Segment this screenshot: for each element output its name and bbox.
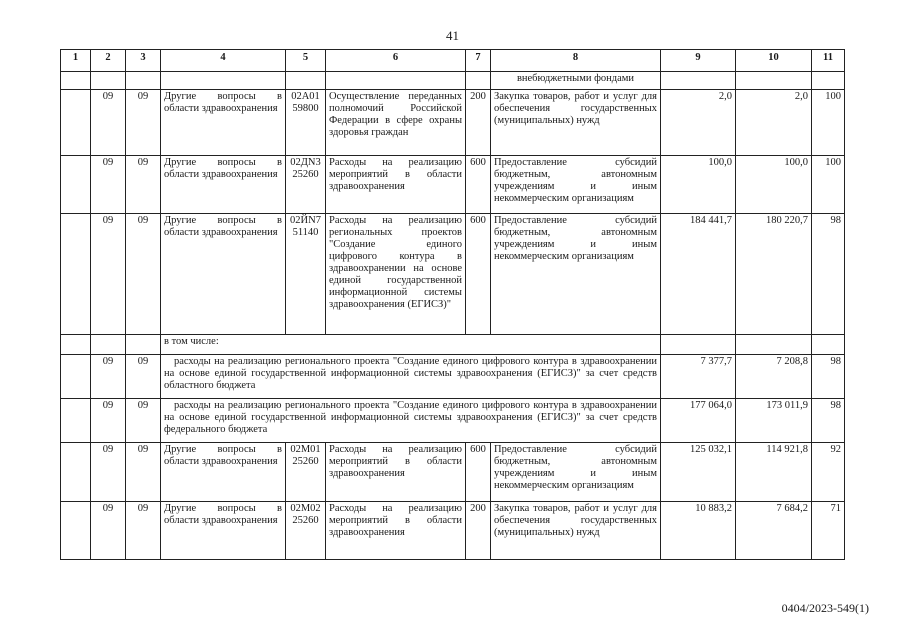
- cell-empty: [61, 90, 91, 156]
- expense-type-cell: Закупка товаров, работ и услуг для обеспечения государственных (муниципальных) нужд: [491, 502, 661, 560]
- header-col-11: 11: [812, 50, 845, 72]
- cell-empty: [812, 72, 845, 90]
- cell-empty: [61, 443, 91, 502]
- table-row: [61, 90, 845, 156]
- header-col-8: 8: [491, 50, 661, 72]
- expense-code-cell: 600: [466, 156, 491, 214]
- expense-type-cell: Предоставление субсидий бюджетным, автономным учреждениям и иным некоммерческим организациям: [491, 156, 661, 214]
- plan-amount-cell: 2,0: [661, 90, 736, 156]
- subitem-description-cell: расходы на реализацию регионального проекта "Создание единого цифрового контура в здравоохранении на основе единой государственной информационной системы здравоохранения (ЕГИСЗ)" за счет средств областного бюджета: [161, 355, 661, 399]
- plan-amount-cell: 177 064,0: [661, 399, 736, 443]
- actual-amount-cell: 180 220,7: [736, 214, 812, 335]
- cell-empty: [61, 502, 91, 560]
- section-cell: 09: [91, 90, 126, 156]
- header-col-9: 9: [661, 50, 736, 72]
- plan-amount-cell: 100,0: [661, 156, 736, 214]
- cell-empty: [61, 355, 91, 399]
- percent-cell: 98: [812, 214, 845, 335]
- expense-type-cell: Предоставление субсидий бюджетным, автономным учреждениям и иным некоммерческим организациям: [491, 443, 661, 502]
- budget-table: [60, 49, 845, 560]
- section-name-cell: Другие вопросы в области здравоохранения: [161, 214, 286, 335]
- table-row: [61, 443, 845, 502]
- plan-amount-cell: 125 032,1: [661, 443, 736, 502]
- plan-amount-cell: 184 441,7: [661, 214, 736, 335]
- actual-amount-cell: 2,0: [736, 90, 812, 156]
- plan-amount-cell: 10 883,2: [661, 502, 736, 560]
- plan-amount-cell: 7 377,7: [661, 355, 736, 399]
- section-cell: 09: [91, 156, 126, 214]
- table-row: [61, 156, 845, 214]
- percent-cell: 98: [812, 355, 845, 399]
- actual-amount-cell: 7 208,8: [736, 355, 812, 399]
- cell-empty: [61, 156, 91, 214]
- cell-empty: [91, 335, 126, 355]
- header-col-10: 10: [736, 50, 812, 72]
- cell-empty: [91, 72, 126, 90]
- cell-empty: [661, 335, 736, 355]
- cell-empty: [736, 72, 812, 90]
- cell-empty: [61, 214, 91, 335]
- article-name-cell: Расходы на реализацию региональных проектов "Создание единого цифрового контура в здравоохранении на основе единой государственной информационной системы здравоохранения (ЕГИСЗ)": [326, 214, 466, 335]
- article-name-cell: Расходы на реализацию мероприятий в области здравоохранения: [326, 156, 466, 214]
- subsection-cell: 09: [126, 90, 161, 156]
- header-col-1: 1: [61, 50, 91, 72]
- cell-empty: [812, 335, 845, 355]
- section-name-cell: Другие вопросы в области здравоохранения: [161, 502, 286, 560]
- section-name-cell: Другие вопросы в области здравоохранения: [161, 156, 286, 214]
- percent-cell: 100: [812, 156, 845, 214]
- table-row: [61, 502, 845, 560]
- table-row-continuation: [61, 72, 845, 90]
- cell-empty: [126, 72, 161, 90]
- actual-amount-cell: 7 684,2: [736, 502, 812, 560]
- header-col-6: 6: [326, 50, 466, 72]
- target-article-cell: 02ЙN7 51140: [286, 214, 326, 335]
- subsection-cell: 09: [126, 399, 161, 443]
- cell-empty: [61, 399, 91, 443]
- subsection-cell: 09: [126, 156, 161, 214]
- percent-cell: 100: [812, 90, 845, 156]
- header-col-2: 2: [91, 50, 126, 72]
- header-col-5: 5: [286, 50, 326, 72]
- actual-amount-cell: 173 011,9: [736, 399, 812, 443]
- header-col-4: 4: [161, 50, 286, 72]
- cell-empty: [126, 335, 161, 355]
- cell-empty: [161, 72, 286, 90]
- expense-type-cell: внебюджетными фондами: [491, 72, 661, 90]
- table-row-subitem: [61, 355, 845, 399]
- note-cell: в том числе:: [161, 335, 661, 355]
- header-col-3: 3: [126, 50, 161, 72]
- target-article-cell: 02М01 25260: [286, 443, 326, 502]
- cell-empty: [466, 72, 491, 90]
- subsection-cell: 09: [126, 214, 161, 335]
- expense-type-cell: Предоставление субсидий бюджетным, автономным учреждениям и иным некоммерческим организациям: [491, 214, 661, 335]
- article-name-cell: Расходы на реализацию мероприятий в области здравоохранения: [326, 443, 466, 502]
- article-name-cell: Осуществление переданных полномочий Российской Федерации в сфере охраны здоровья граждан: [326, 90, 466, 156]
- subitem-description-cell: расходы на реализацию регионального проекта "Создание единого цифрового контура в здравоохранении на основе единой государственной информационной системы здравоохранения (ЕГИСЗ)" за счет средств федерального бюджета: [161, 399, 661, 443]
- cell-empty: [661, 72, 736, 90]
- actual-amount-cell: 114 921,8: [736, 443, 812, 502]
- section-cell: 09: [91, 214, 126, 335]
- page-number: 41: [446, 28, 459, 43]
- header-row: [61, 50, 845, 72]
- percent-cell: 98: [812, 399, 845, 443]
- cell-empty: [326, 72, 466, 90]
- cell-empty: [736, 335, 812, 355]
- cell-empty: [61, 335, 91, 355]
- cell-empty: [286, 72, 326, 90]
- expense-code-cell: 600: [466, 443, 491, 502]
- table-row-note: [61, 335, 845, 355]
- section-cell: 09: [91, 443, 126, 502]
- subsection-cell: 09: [126, 443, 161, 502]
- expense-code-cell: 200: [466, 90, 491, 156]
- percent-cell: 71: [812, 502, 845, 560]
- section-cell: 09: [91, 355, 126, 399]
- expense-code-cell: 200: [466, 502, 491, 560]
- target-article-cell: 02А01 59800: [286, 90, 326, 156]
- table-row: [61, 214, 845, 335]
- header-col-7: 7: [466, 50, 491, 72]
- expense-code-cell: 600: [466, 214, 491, 335]
- subsection-cell: 09: [126, 355, 161, 399]
- subsection-cell: 09: [126, 502, 161, 560]
- section-cell: 09: [91, 399, 126, 443]
- expense-type-cell: Закупка товаров, работ и услуг для обеспечения государственных (муниципальных) нужд: [491, 90, 661, 156]
- table-row-subitem: [61, 399, 845, 443]
- section-cell: 09: [91, 502, 126, 560]
- section-name-cell: Другие вопросы в области здравоохранения: [161, 90, 286, 156]
- actual-amount-cell: 100,0: [736, 156, 812, 214]
- percent-cell: 92: [812, 443, 845, 502]
- document-code: 0404/2023-549(1): [781, 601, 869, 615]
- cell-empty: [61, 72, 91, 90]
- section-name-cell: Другие вопросы в области здравоохранения: [161, 443, 286, 502]
- article-name-cell: Расходы на реализацию мероприятий в области здравоохранения: [326, 502, 466, 560]
- target-article-cell: 02ДN3 25260: [286, 156, 326, 214]
- target-article-cell: 02М02 25260: [286, 502, 326, 560]
